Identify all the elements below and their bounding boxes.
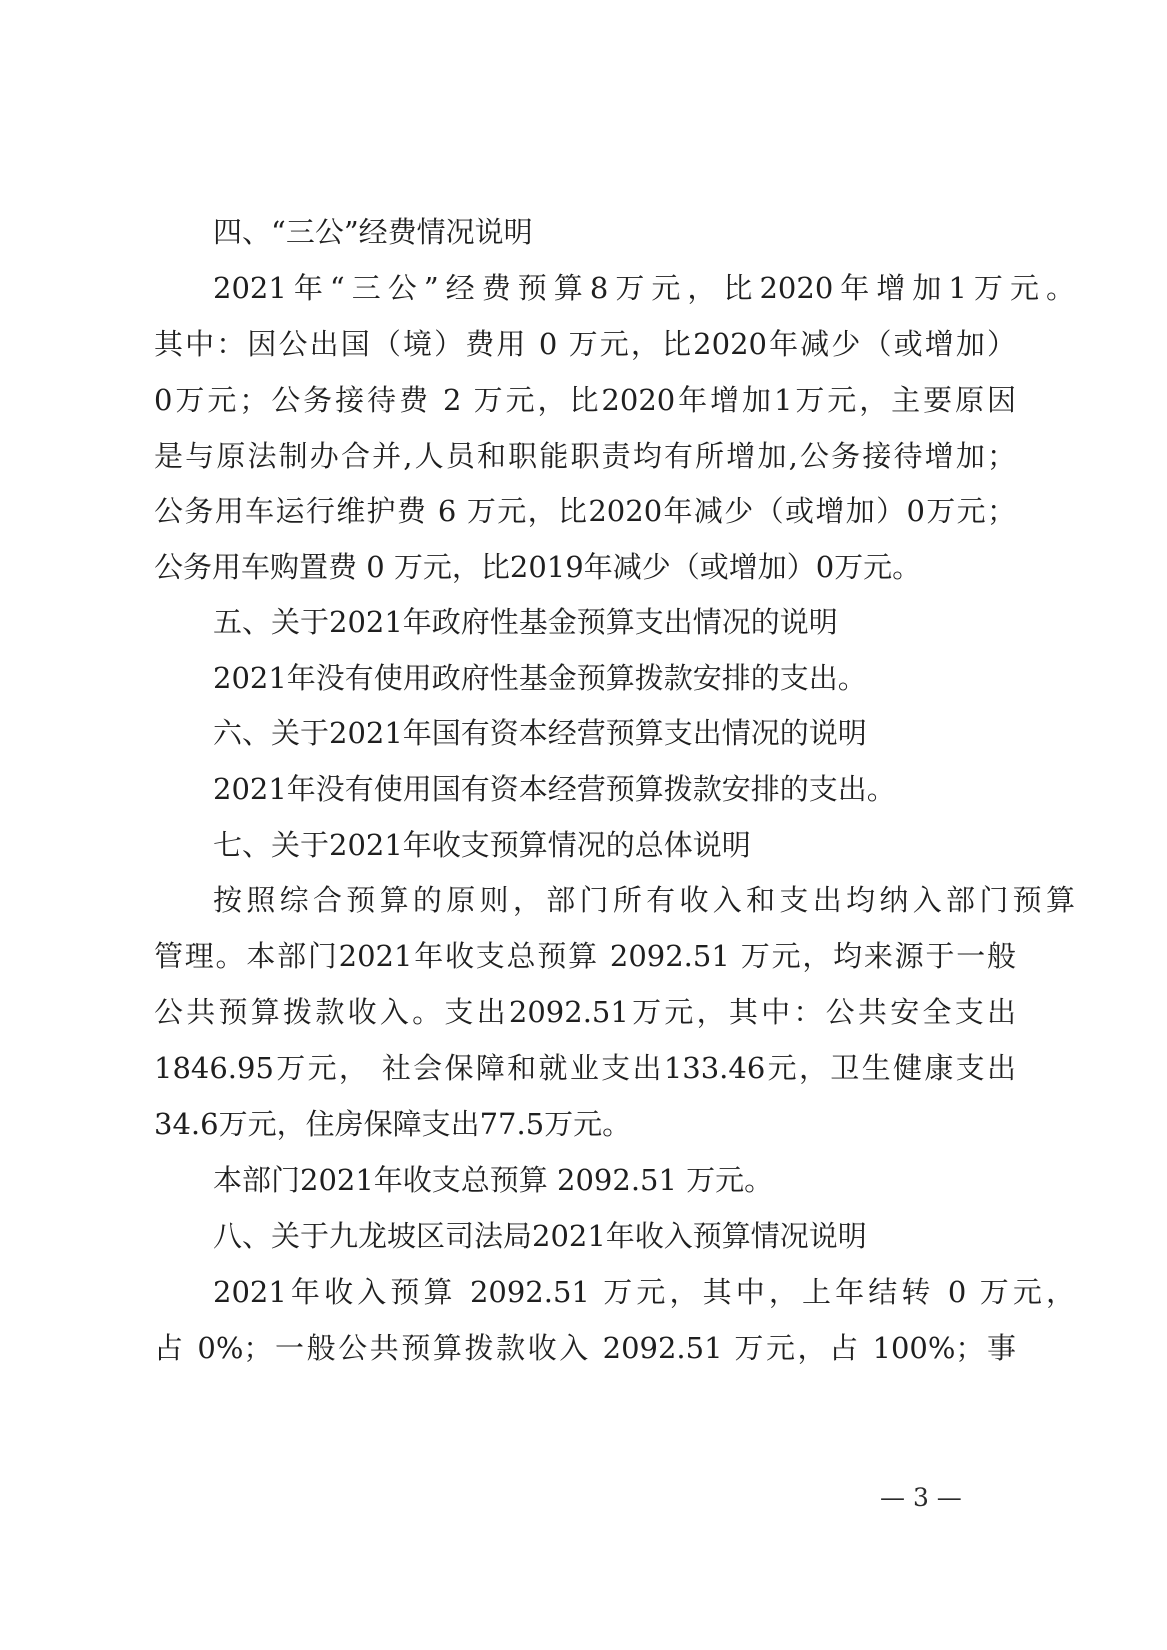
paragraph-line: 0万元；公务接待费 2 万元，比2020年增加1万元，主要原因	[154, 383, 1016, 417]
paragraph-line: 按照综合预算的原则，部门所有收入和支出均纳入部门预算	[213, 883, 1075, 917]
section-heading-five: 五、关于2021年政府性基金预算支出情况的说明	[213, 605, 838, 639]
section-heading-eight: 八、关于九龙坡区司法局2021年收入预算情况说明	[213, 1219, 867, 1253]
paragraph-line: 公务用车运行维护费 6 万元，比2020年减少（或增加）0万元；	[154, 494, 1016, 528]
section-heading-six: 六、关于2021年国有资本经营预算支出情况的说明	[213, 716, 867, 750]
section-heading-seven: 七、关于2021年收支预算情况的总体说明	[213, 828, 751, 862]
paragraph-line: 其中：因公出国（境）费用 0 万元，比2020年减少（或增加）	[154, 327, 1016, 361]
paragraph-line: 公务用车购置费 0 万元，比2019年减少（或增加）0万元。	[154, 550, 922, 584]
paragraph-line: 管理。本部门2021年收支总预算 2092.51 万元，均来源于一般	[154, 939, 1016, 973]
section-heading-four: 四、“三公”经费情况说明	[213, 215, 533, 249]
paragraph-line: 34.6万元，住房保障支出77.5万元。	[154, 1107, 632, 1141]
paragraph-line: 公共预算拨款收入。支出2092.51万元，其中：公共安全支出	[154, 995, 1016, 1029]
paragraph-line: 2021年收入预算 2092.51 万元，其中，上年结转 0 万元，	[213, 1275, 1075, 1309]
paragraph-line: 2021年“三公”经费预算8万元，比2020年增加1万元。	[213, 271, 1075, 305]
paragraph-line: 1846.95万元， 社会保障和就业支出133.46元，卫生健康支出	[154, 1051, 1016, 1085]
page-number: — 3 —	[880, 1483, 962, 1512]
paragraph-line: 2021年没有使用国有资本经营预算拨款安排的支出。	[213, 772, 896, 806]
paragraph-line: 占 0%；一般公共预算拨款收入 2092.51 万元，占 100%；事	[154, 1331, 1016, 1365]
paragraph-line: 是与原法制办合并,人员和职能职责均有所增加,公务接待增加；	[154, 439, 1016, 473]
paragraph-line: 2021年没有使用政府性基金预算拨款安排的支出。	[213, 661, 867, 695]
paragraph-line: 本部门2021年收支总预算 2092.51 万元。	[213, 1163, 774, 1197]
